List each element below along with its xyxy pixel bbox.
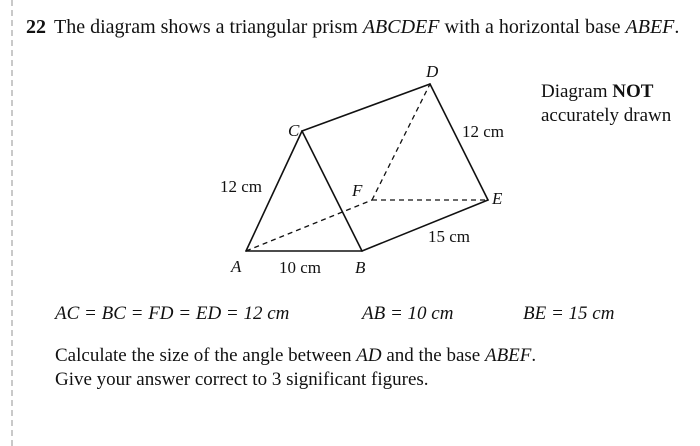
vertex-label-b: B	[355, 258, 366, 277]
task-instructions	[55, 344, 536, 392]
task-line-2: Give your answer correct to 3 significant figures.	[55, 369, 429, 390]
diagram-not-to-scale-note	[541, 80, 671, 128]
base-name: ABEF	[625, 16, 675, 38]
given-ab-length: AB = 10 cm	[362, 303, 454, 324]
question-text-middle: with a horizontal base	[439, 16, 626, 38]
question-text-before: The diagram shows a triangular prism	[54, 16, 363, 38]
task-text-before: Calculate the size of the angle between	[55, 345, 357, 366]
prism-name: ABCDEF	[362, 16, 440, 38]
given-be-length: BE = 15 cm	[523, 303, 615, 324]
task-line-ad: AD	[356, 345, 382, 366]
vertex-label-c: C	[288, 121, 300, 140]
note-text-2: accurately drawn	[541, 105, 672, 126]
note-text-1: Diagram	[541, 81, 613, 102]
edge-cd	[302, 84, 430, 131]
label-ab-length: 10 cm	[279, 258, 322, 277]
note-text-bold: NOT	[612, 81, 654, 102]
label-be-length: 15 cm	[428, 227, 471, 246]
vertex-label-e: E	[492, 189, 503, 208]
edge-de	[430, 84, 488, 200]
edge-af	[246, 200, 372, 251]
given-equal-lengths: AC = BC = FD = ED = 12 cm	[55, 303, 290, 324]
question-number: 22	[26, 16, 46, 38]
question-text-end: .	[674, 16, 680, 38]
vertex-label-f: F	[352, 181, 363, 200]
vertex-label-d: D	[426, 62, 439, 81]
task-base-name: ABEF	[484, 345, 532, 366]
label-ac-length: 12 cm	[220, 177, 263, 196]
label-de-length: 12 cm	[462, 122, 505, 141]
task-line-1	[55, 344, 536, 368]
task-text-middle: and the base	[381, 345, 485, 366]
task-text-end: .	[531, 345, 537, 366]
vertex-label-a: A	[231, 257, 242, 276]
